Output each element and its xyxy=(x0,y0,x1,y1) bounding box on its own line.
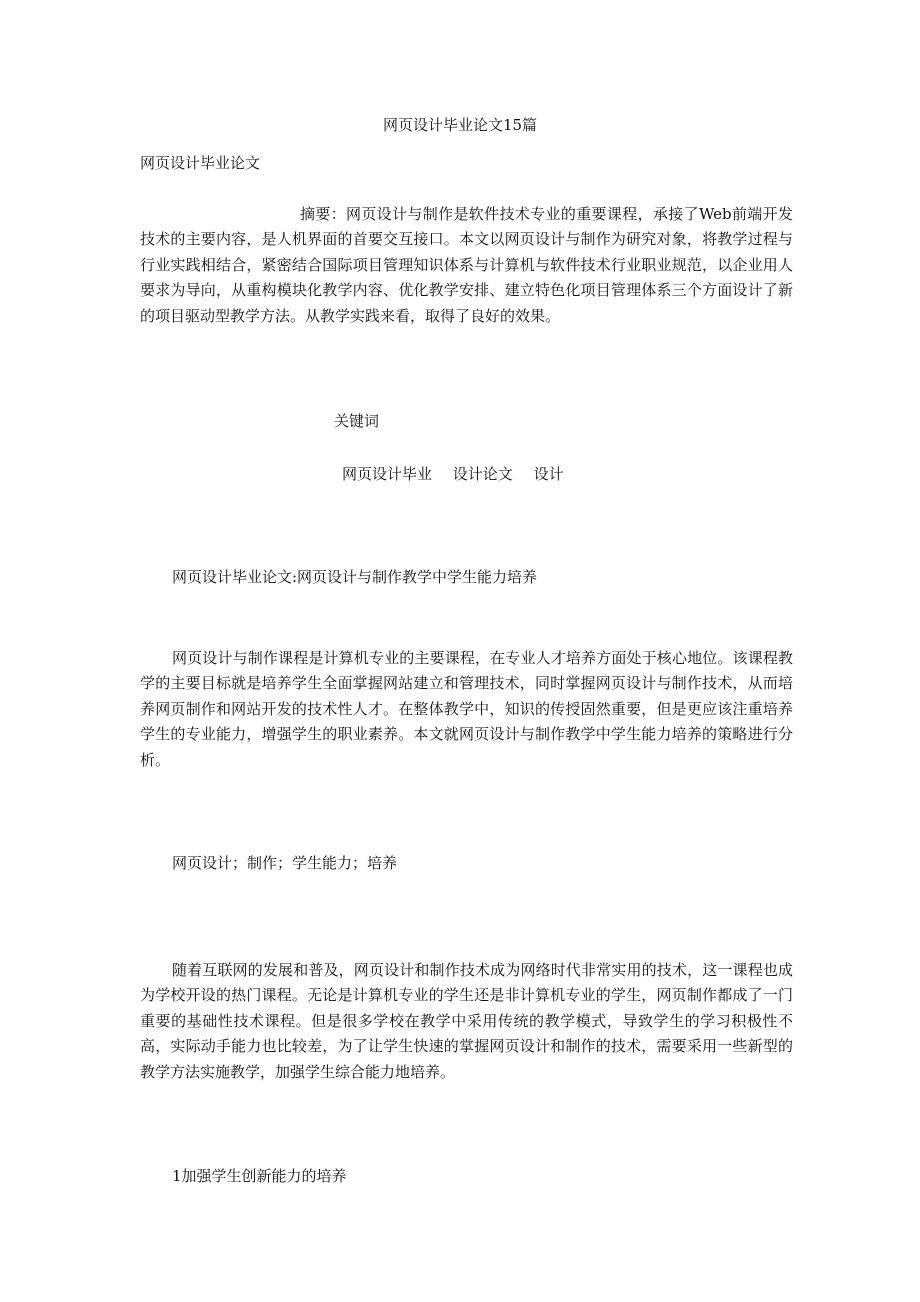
keyword-item: 设计论文 xyxy=(452,465,513,483)
document-subtitle: 网页设计毕业论文 xyxy=(140,154,261,172)
body-paragraph: 随着互联网的发展和普及，网页设计和制作技术成为网络时代非常实用的技术，这一课程也成为学校开设的热门课程。无论是计算机专业的学生还是非计算机专业的学生，网页制作都成了一门重要的基础性技术课程。但是很多学校在教学中采用传统的教学模式，导致学生的学习积极性不高，实际动手能力也比较差，为了让学生快速的掌握网页设计和制作的技术，需要采用一些新型的教学方法实施教学，加强学生综合能力地培养。 xyxy=(140,961,793,1081)
section-keywords: 网页设计；制作；学生能力；培养 xyxy=(172,854,398,872)
section-heading-1: 1加强学生创新能力的培养 xyxy=(172,1167,347,1185)
keywords-label: 关键词 xyxy=(334,412,380,430)
keyword-item: 网页设计毕业 xyxy=(342,465,433,483)
document-title: 网页设计毕业论文15篇 xyxy=(382,116,538,134)
keyword-item: 设计 xyxy=(533,465,564,483)
intro-paragraph: 网页设计与制作课程是计算机专业的主要课程，在专业人才培养方面处于核心地位。该课程教学的主要目标就是培养学生全面掌握网站建立和管理技术，同时掌握网页设计与制作技术，从而培养网页制作和网站开发的技术性人才。在整体教学中，知识的传授固然重要，但是更应该注重培养学生的专业能力，增强学生的职业素养。本文就网页设计与制作教学中学生能力培养的策略进行分析。 xyxy=(140,649,793,769)
section-title: 网页设计毕业论文:网页设计与制作教学中学生能力培养 xyxy=(172,568,538,586)
keywords-list xyxy=(342,463,564,485)
abstract-paragraph: 摘要：网页设计与制作是软件技术专业的重要课程，承接了Web前端开发技术的主要内容，是人机界面的首要交互接口。本文以网页设计与制作为研究对象，将教学过程与行业实践相结合，紧密结合国际项目管理知识体系与计算机与软件技术行业职业规范，以企业用人要求为导向，从重构模块化教学内容、优化教学安排、建立特色化项目管理体系三个方面设计了新的项目驱动型教学方法。从教学实践来看，取得了良好的效果。 xyxy=(140,205,793,325)
